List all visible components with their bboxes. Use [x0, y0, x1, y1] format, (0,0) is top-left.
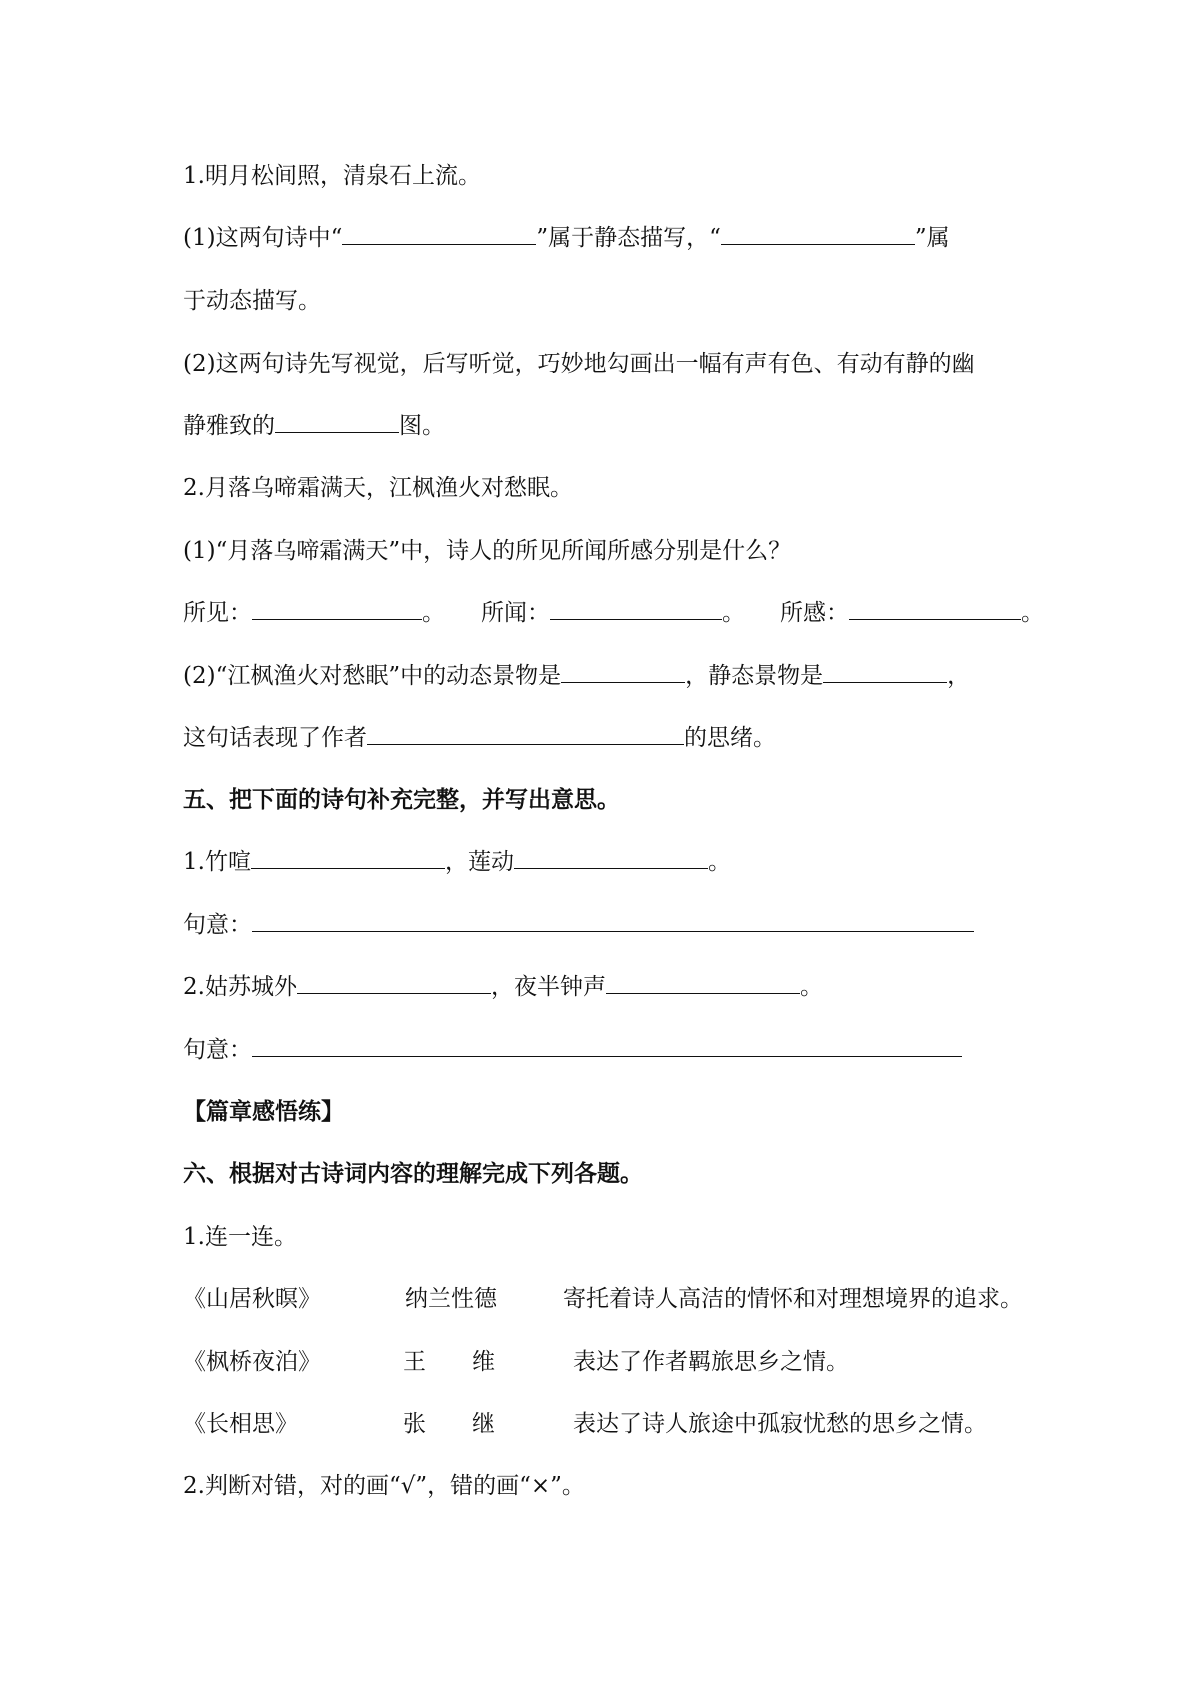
seen-period: 。 [422, 600, 445, 626]
s5-item1-text-b: ，莲动 [444, 849, 514, 875]
static-scene-blank[interactable] [342, 222, 536, 245]
static-scenery-blank[interactable] [823, 660, 947, 683]
s5-item2-text-a: 2.姑苏城外 [183, 974, 297, 1000]
q1-sub2-cont [183, 410, 445, 442]
q1-sub1-cont: 于动态描写。 [183, 288, 321, 314]
q1-sub1 [183, 222, 950, 254]
gusu-line-blank[interactable] [297, 971, 491, 994]
q1-sub1-text-c: ”属 [914, 225, 950, 251]
q2-sub2 [183, 660, 970, 692]
meaning2-blank[interactable] [252, 1034, 962, 1057]
q2-sub2-cont [183, 722, 776, 754]
q2-sub2-text-b: ，静态景物是 [685, 663, 824, 689]
section5-heading: 五、把下面的诗句补充完整，并写出意思。 [183, 787, 620, 813]
q2-felt [780, 597, 1044, 629]
q2-sub2-text-e: 的思绪。 [684, 725, 776, 751]
q2-sub2-text-d: 这句话表现了作者 [183, 725, 367, 751]
s5-item2 [183, 971, 823, 1003]
s5-item2-text-b: ，夜半钟声 [490, 974, 606, 1000]
q1-sub1-text-a: (1)这两句诗中“ [183, 225, 343, 251]
q1-sub2-text-b: 静雅致的 [183, 413, 275, 439]
picture-blank[interactable] [275, 410, 399, 433]
match-meaning-2[interactable]: 表达了作者羁旅思乡之情。 [573, 1349, 849, 1375]
felt-period: 。 [1021, 600, 1044, 626]
q2-senses [183, 597, 445, 629]
meaning1-blank[interactable] [252, 909, 974, 932]
q2-title: 2.月落乌啼霜满天，江枫渔火对愁眠。 [183, 475, 573, 501]
match-poem-3[interactable]: 《长相思》 [183, 1411, 298, 1437]
s5-item2-text-c: 。 [799, 974, 823, 1000]
q2-sub1: (1)“月落乌啼霜满天”中，诗人的所见所闻所感分别是什么？ [183, 538, 792, 564]
judge-title: 2.判断对错，对的画“√”，错的画“×”。 [183, 1473, 585, 1499]
lotus-line-blank[interactable] [514, 846, 708, 869]
section-title: 【篇章感悟练】 [183, 1099, 344, 1125]
section6-heading: 六、根据对古诗词内容的理解完成下列各题。 [183, 1161, 643, 1187]
heard-label: 所闻： [481, 600, 550, 626]
q1-title: 1.明月松间照，清泉石上流。 [183, 163, 481, 189]
q2-sub2-text-c: ， [947, 663, 971, 689]
match-title: 1.连一连。 [183, 1224, 297, 1250]
dynamic-scene-blank[interactable] [721, 222, 915, 245]
q2-sub2-text-a: (2)“江枫渔火对愁眠”中的动态景物是 [183, 663, 562, 689]
s5-item1-text-a: 1.竹喧 [183, 849, 251, 875]
q1-sub2: (2)这两句诗先写视觉，后写听觉，巧妙地勾画出一幅有声有色、有动有静的幽 [183, 351, 975, 377]
q1-sub1-text-b: ”属于静态描写，“ [536, 225, 721, 251]
seen-label: 所见： [183, 600, 252, 626]
s5-meaning2 [183, 1034, 962, 1066]
heard-period: 。 [722, 600, 745, 626]
q2-heard [481, 597, 745, 629]
match-poem-1[interactable]: 《山居秋暝》 [183, 1286, 321, 1312]
meaning1-label: 句意： [183, 912, 252, 938]
s5-meaning1 [183, 909, 974, 941]
match-meaning-1[interactable]: 寄托着诗人高洁的情怀和对理想境界的追求。 [563, 1286, 1023, 1312]
dynamic-scenery-blank[interactable] [561, 660, 685, 683]
s5-item1-text-c: 。 [707, 849, 731, 875]
q1-sub2-text-c: 图。 [399, 413, 445, 439]
match-meaning-3[interactable]: 表达了诗人旅途中孤寂忧愁的思乡之情。 [573, 1411, 987, 1437]
heard-blank[interactable] [550, 597, 722, 620]
match-author-1[interactable]: 纳兰性德 [405, 1286, 497, 1312]
match-poem-2[interactable]: 《枫桥夜泊》 [183, 1349, 321, 1375]
feeling-blank[interactable] [367, 722, 684, 745]
meaning2-label: 句意： [183, 1037, 252, 1063]
s5-item1 [183, 846, 731, 878]
felt-label: 所感： [780, 600, 849, 626]
bell-line-blank[interactable] [606, 971, 800, 994]
bamboo-line-blank[interactable] [251, 846, 445, 869]
match-author-2[interactable]: 王 维 [403, 1349, 495, 1375]
match-author-3[interactable]: 张 继 [403, 1411, 495, 1437]
felt-blank[interactable] [849, 597, 1021, 620]
seen-blank[interactable] [252, 597, 422, 620]
